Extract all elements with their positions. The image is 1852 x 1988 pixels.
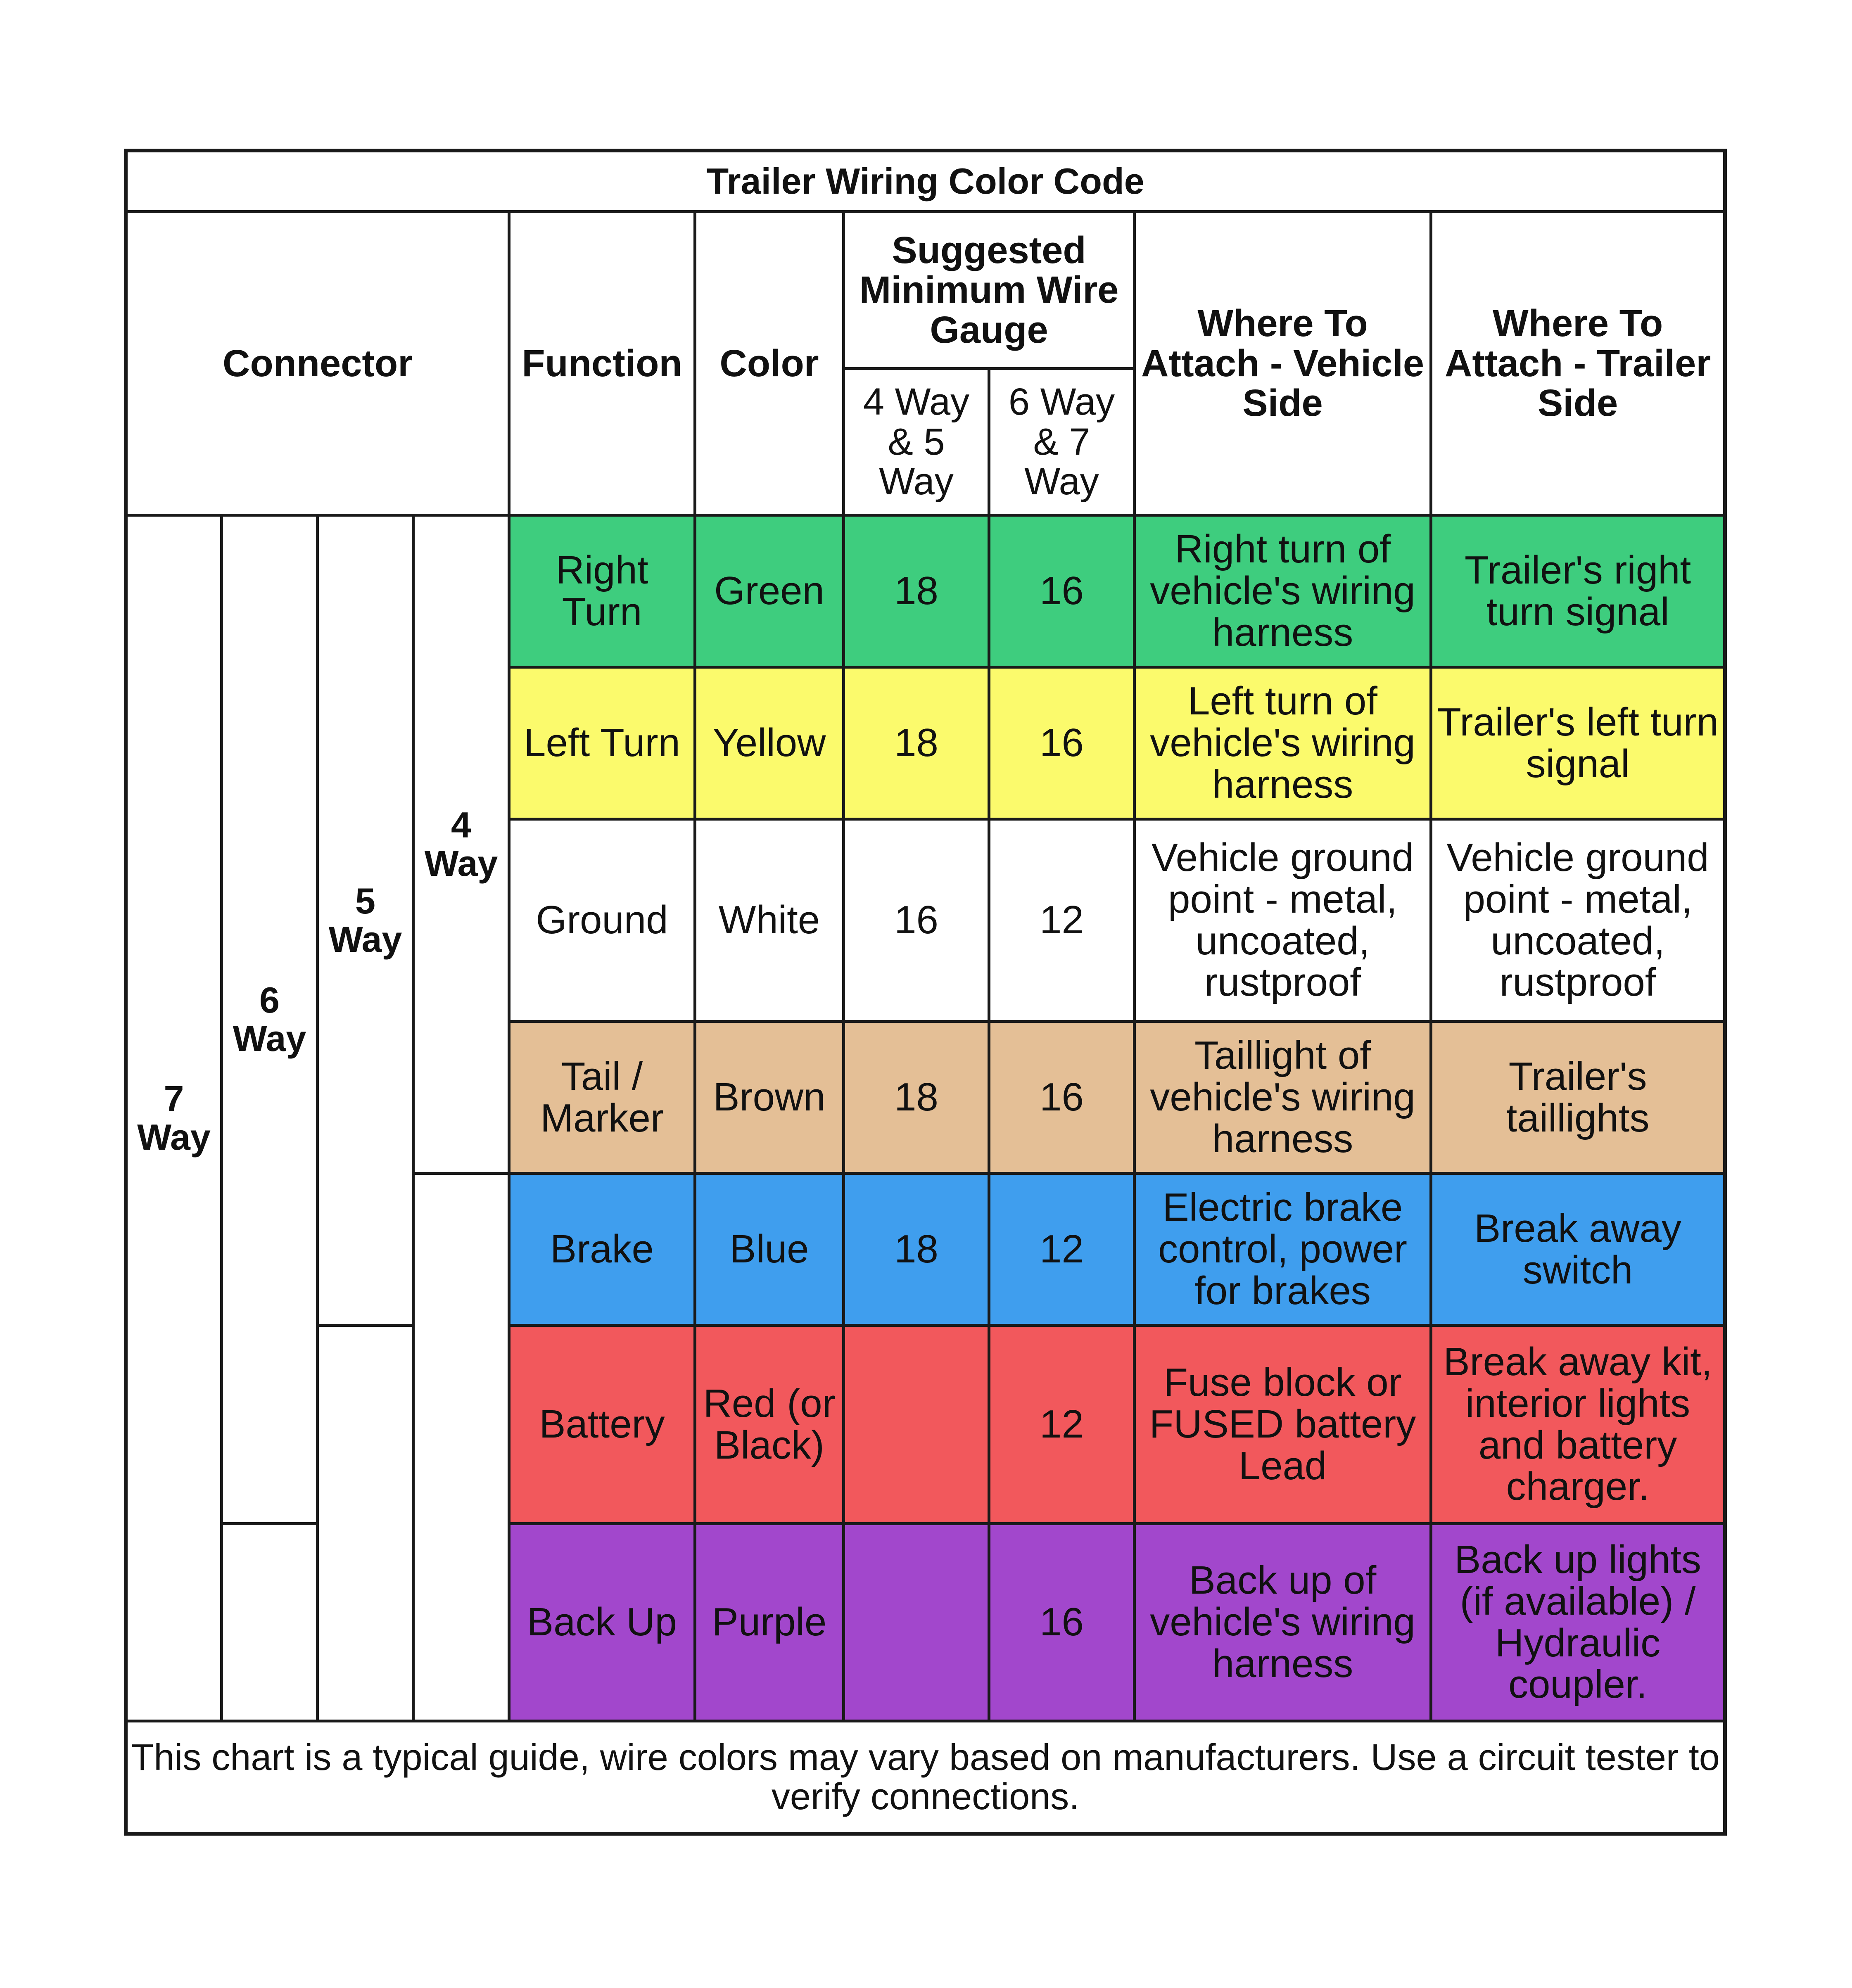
color-cell: Brown	[695, 1022, 844, 1174]
function-cell: Back Up	[509, 1524, 695, 1721]
vehicle-side-cell: Electric brake control, power for brakes	[1135, 1174, 1431, 1326]
gauge-6-7-cell: 16	[989, 667, 1135, 819]
gauge-4-5-cell: 18	[844, 667, 989, 819]
function-cell: Ground	[509, 819, 695, 1022]
connector-5-way-unused	[318, 1326, 413, 1721]
gauge-6-7-way-header: 6 Way & 7 Way	[989, 369, 1135, 515]
table-title: Trailer Wiring Color Code	[126, 151, 1725, 212]
connector-6-way-unused	[222, 1524, 318, 1721]
function-cell: Brake	[509, 1174, 695, 1326]
gauge-4-5-cell: 18	[844, 1022, 989, 1174]
vehicle-side-cell: Vehicle ground point - metal, uncoated, rustproof	[1135, 819, 1431, 1022]
gauge-4-5-cell: 18	[844, 515, 989, 667]
vehicle-side-cell: Left turn of vehicle's wiring harness	[1135, 667, 1431, 819]
gauge-4-5-cell: 18	[844, 1174, 989, 1326]
vehicle-side-cell: Taillight of vehicle's wiring harness	[1135, 1022, 1431, 1174]
wiring-color-code-table	[124, 149, 1727, 1836]
color-cell: Yellow	[695, 667, 844, 819]
gauge-4-5-way-header: 4 Way & 5 Way	[844, 369, 989, 515]
connector-header: Connector	[126, 212, 509, 515]
function-cell: Left Turn	[509, 667, 695, 819]
function-header: Function	[509, 212, 695, 515]
connector-5-way: 5 Way	[318, 515, 413, 1326]
gauge-6-7-cell: 12	[989, 819, 1135, 1022]
wire-gauge-header: Suggested Minimum Wire Gauge	[844, 212, 1135, 369]
color-header: Color	[695, 212, 844, 515]
gauge-6-7-cell: 12	[989, 1174, 1135, 1326]
gauge-4-5-cell	[844, 1524, 989, 1721]
gauge-6-7-cell: 16	[989, 515, 1135, 667]
footer-note: This chart is a typical guide, wire colors may vary based on manufacturers. Use a circuit tester to verify connections.	[126, 1721, 1725, 1834]
vehicle-side-cell: Fuse block or FUSED battery Lead	[1135, 1326, 1431, 1524]
trailer-side-header: Where To Attach - Trailer Side	[1431, 212, 1725, 515]
color-cell: Blue	[695, 1174, 844, 1326]
trailer-side-cell: Trailer's left turn signal	[1431, 667, 1725, 819]
table-row	[126, 515, 1725, 667]
vehicle-side-cell: Right turn of vehicle's wiring harness	[1135, 515, 1431, 667]
trailer-side-cell: Trailer's taillights	[1431, 1022, 1725, 1174]
gauge-4-5-cell	[844, 1326, 989, 1524]
connector-7-way: 7 Way	[126, 515, 222, 1721]
color-cell: Purple	[695, 1524, 844, 1721]
gauge-6-7-cell: 16	[989, 1022, 1135, 1174]
connector-4-way-unused	[413, 1174, 509, 1721]
color-cell: Green	[695, 515, 844, 667]
trailer-side-cell: Vehicle ground point - metal, uncoated, rustproof	[1431, 819, 1725, 1022]
trailer-side-cell: Break away kit, interior lights and battery charger.	[1431, 1326, 1725, 1524]
connector-6-way: 6 Way	[222, 515, 318, 1524]
gauge-4-5-cell: 16	[844, 819, 989, 1022]
vehicle-side-header: Where To Attach - Vehicle Side	[1135, 212, 1431, 515]
color-cell: White	[695, 819, 844, 1022]
function-cell: Right Turn	[509, 515, 695, 667]
gauge-6-7-cell: 16	[989, 1524, 1135, 1721]
vehicle-side-cell: Back up of vehicle's wiring harness	[1135, 1524, 1431, 1721]
table-row	[126, 1326, 1725, 1524]
trailer-side-cell: Trailer's right turn signal	[1431, 515, 1725, 667]
trailer-side-cell: Break away switch	[1431, 1174, 1725, 1326]
connector-4-way: 4 Way	[413, 515, 509, 1174]
function-cell: Tail / Marker	[509, 1022, 695, 1174]
function-cell: Battery	[509, 1326, 695, 1524]
color-cell: Red (or Black)	[695, 1326, 844, 1524]
gauge-6-7-cell: 12	[989, 1326, 1135, 1524]
trailer-side-cell: Back up lights (if available) / Hydraulic coupler.	[1431, 1524, 1725, 1721]
